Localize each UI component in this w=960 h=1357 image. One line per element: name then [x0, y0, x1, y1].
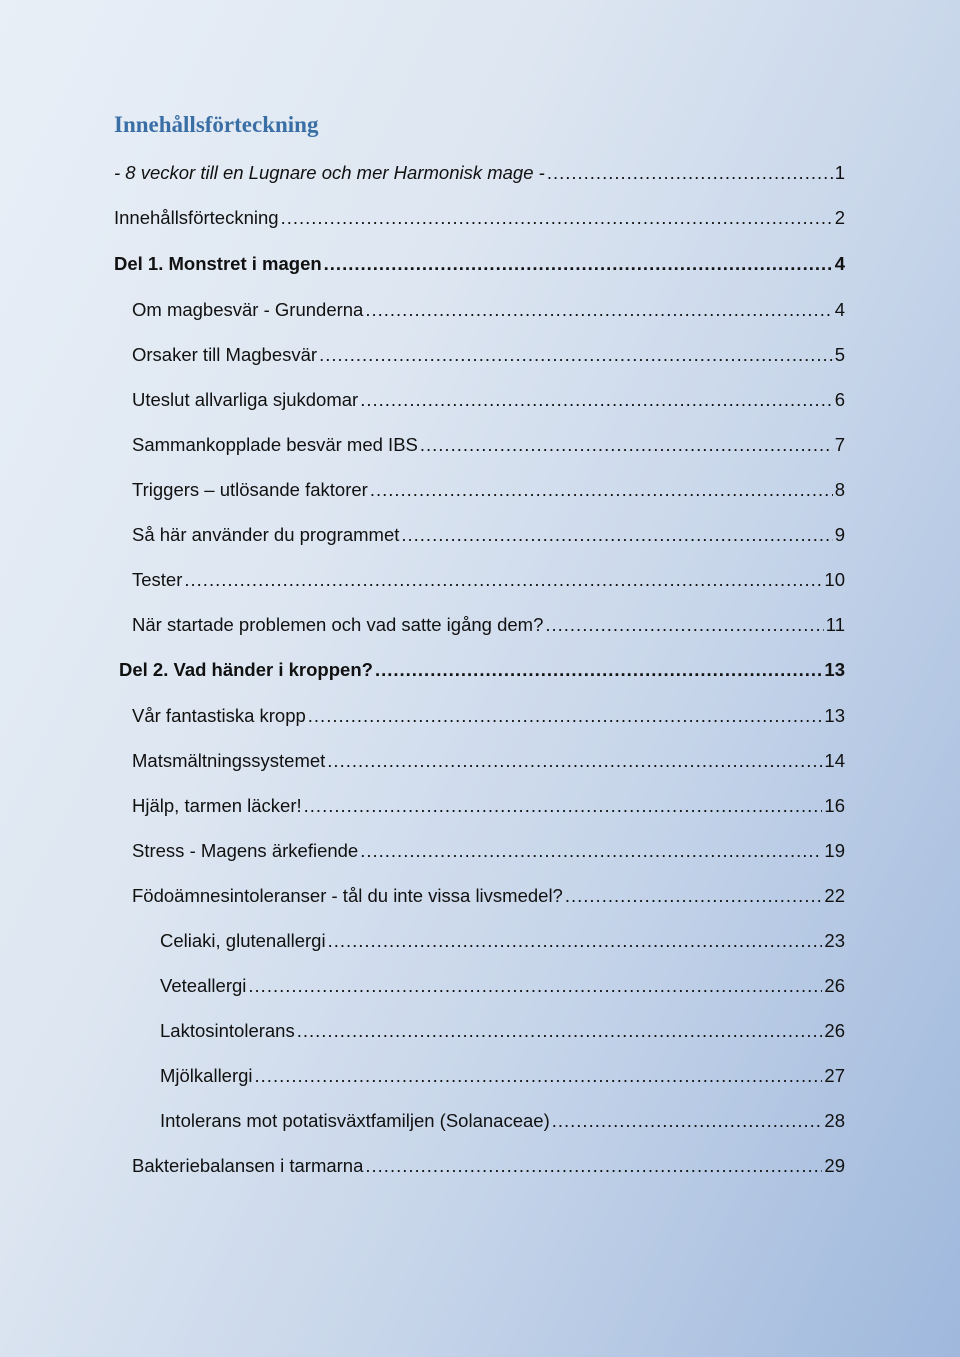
toc-entry-text: Vår fantastiska kropp: [132, 705, 306, 726]
toc-leader-dots: [319, 342, 833, 368]
toc-entry-text: Orsaker till Magbesvär: [132, 344, 318, 365]
toc-entry-page: 23: [824, 930, 845, 951]
toc-entry[interactable]: [114, 205, 845, 231]
toc-entry[interactable]: [132, 748, 845, 774]
toc-leader-dots: [324, 251, 833, 277]
toc-entry-text: - 8 veckor till en Lugnare och mer Harmonisk mage -: [114, 162, 545, 183]
toc-leader-dots: [365, 1153, 822, 1179]
toc-entry-page: 2: [834, 207, 845, 228]
toc-entry[interactable]: [114, 251, 845, 277]
toc-leader-dots: [328, 928, 823, 954]
toc-leader-dots: [370, 477, 833, 503]
toc-entry-page: 5: [834, 344, 845, 365]
toc-entry[interactable]: [132, 477, 845, 503]
toc-entry-page: 9: [834, 524, 845, 545]
toc-entry[interactable]: [132, 1153, 845, 1179]
toc-entry[interactable]: [132, 297, 845, 323]
toc-entry[interactable]: [160, 1018, 845, 1044]
toc-entry-text: Matsmältningssystemet: [132, 750, 326, 771]
toc-entry-text: Bakteriebalansen i tarmarna: [132, 1155, 364, 1176]
toc-entry-page: 19: [824, 840, 845, 861]
toc-entry-text: Del 1. Monstret i magen: [114, 253, 322, 274]
toc-entry[interactable]: [132, 883, 845, 909]
toc-entry[interactable]: [160, 1063, 845, 1089]
toc-leader-dots: [401, 522, 832, 548]
toc-entry-text: Stress - Magens ärkefiende: [132, 840, 359, 861]
toc-entry[interactable]: [132, 342, 845, 368]
toc-entry[interactable]: [132, 838, 845, 864]
toc-entry-page: 10: [824, 569, 845, 590]
toc-leader-dots: [304, 793, 823, 819]
toc-entry-text: Del 2. Vad händer i kroppen?: [119, 659, 373, 680]
toc-entry-page: 13: [824, 659, 845, 680]
toc-entry-page: 4: [834, 299, 845, 320]
toc-entry-page: 6: [834, 389, 845, 410]
toc-entry-text: Födoämnesintoleranser - tål du inte vissa livsmedel?: [132, 885, 563, 906]
toc-entry-text: Intolerans mot potatisväxtfamiljen (Solanaceae): [160, 1110, 550, 1131]
toc-entry[interactable]: [132, 793, 845, 819]
toc-leader-dots: [547, 160, 833, 186]
toc-entry-page: 13: [824, 705, 845, 726]
toc-leader-dots: [281, 205, 833, 231]
toc-entry-page: 28: [824, 1110, 845, 1131]
toc-entry-page: 27: [824, 1065, 845, 1086]
toc-leader-dots: [360, 838, 822, 864]
toc-leader-dots: [565, 883, 823, 909]
toc-entry[interactable]: [132, 387, 845, 413]
toc-entry[interactable]: [160, 928, 845, 954]
toc-entry[interactable]: [132, 432, 845, 458]
toc-entry-text: Veteallergi: [160, 975, 247, 996]
toc-leader-dots: [248, 973, 822, 999]
toc-entry[interactable]: [119, 657, 845, 683]
toc-entry-page: 1: [834, 162, 845, 183]
toc-title: Innehållsförteckning: [114, 112, 319, 137]
toc-entry-text: Hjälp, tarmen läcker!: [132, 795, 302, 816]
toc-entry[interactable]: [114, 160, 845, 186]
toc-entry-page: 11: [825, 614, 845, 635]
toc-entry-text: Celiaki, glutenallergi: [160, 930, 326, 951]
toc-entry-page: 26: [824, 975, 845, 996]
toc-entry[interactable]: [132, 567, 845, 593]
toc-entry-text: Så här använder du programmet: [132, 524, 400, 545]
toc-entry-text: Innehållsförteckning: [114, 207, 279, 228]
toc-leader-dots: [365, 297, 832, 323]
toc-entry-text: Laktosintolerans: [160, 1020, 295, 1041]
toc-leader-dots: [360, 387, 833, 413]
toc-entry[interactable]: [160, 1108, 845, 1134]
toc-leader-dots: [255, 1063, 823, 1089]
toc-entry-page: 16: [824, 795, 845, 816]
toc-entry-page: 7: [834, 434, 845, 455]
toc-entry-text: När startade problemen och vad satte igång dem?: [132, 614, 544, 635]
toc-entry[interactable]: [132, 612, 845, 638]
toc-entry-text: Mjölkallergi: [160, 1065, 253, 1086]
toc-entry-page: 8: [834, 479, 845, 500]
toc-entry-page: 4: [834, 253, 845, 274]
toc-leader-dots: [552, 1108, 823, 1134]
toc-entry-page: 14: [824, 750, 845, 771]
toc-leader-dots: [297, 1018, 823, 1044]
toc-entry-text: Sammankopplade besvär med IBS: [132, 434, 418, 455]
toc-entry[interactable]: [160, 973, 845, 999]
toc-entry-text: Tester: [132, 569, 183, 590]
toc-entry-text: Om magbesvär - Grunderna: [132, 299, 364, 320]
toc-leader-dots: [375, 657, 822, 683]
toc-leader-dots: [545, 612, 823, 638]
toc-entry-page: 22: [824, 885, 845, 906]
toc-entry-text: Uteslut allvarliga sjukdomar: [132, 389, 359, 410]
toc-entry[interactable]: [132, 703, 845, 729]
toc-entry-text: Triggers – utlösande faktorer: [132, 479, 368, 500]
toc-leader-dots: [327, 748, 822, 774]
toc-leader-dots: [420, 432, 833, 458]
toc-leader-dots: [184, 567, 822, 593]
toc-entry-page: 26: [824, 1020, 845, 1041]
toc-leader-dots: [308, 703, 823, 729]
toc-entry-page: 29: [824, 1155, 845, 1176]
toc-entry[interactable]: [132, 522, 845, 548]
